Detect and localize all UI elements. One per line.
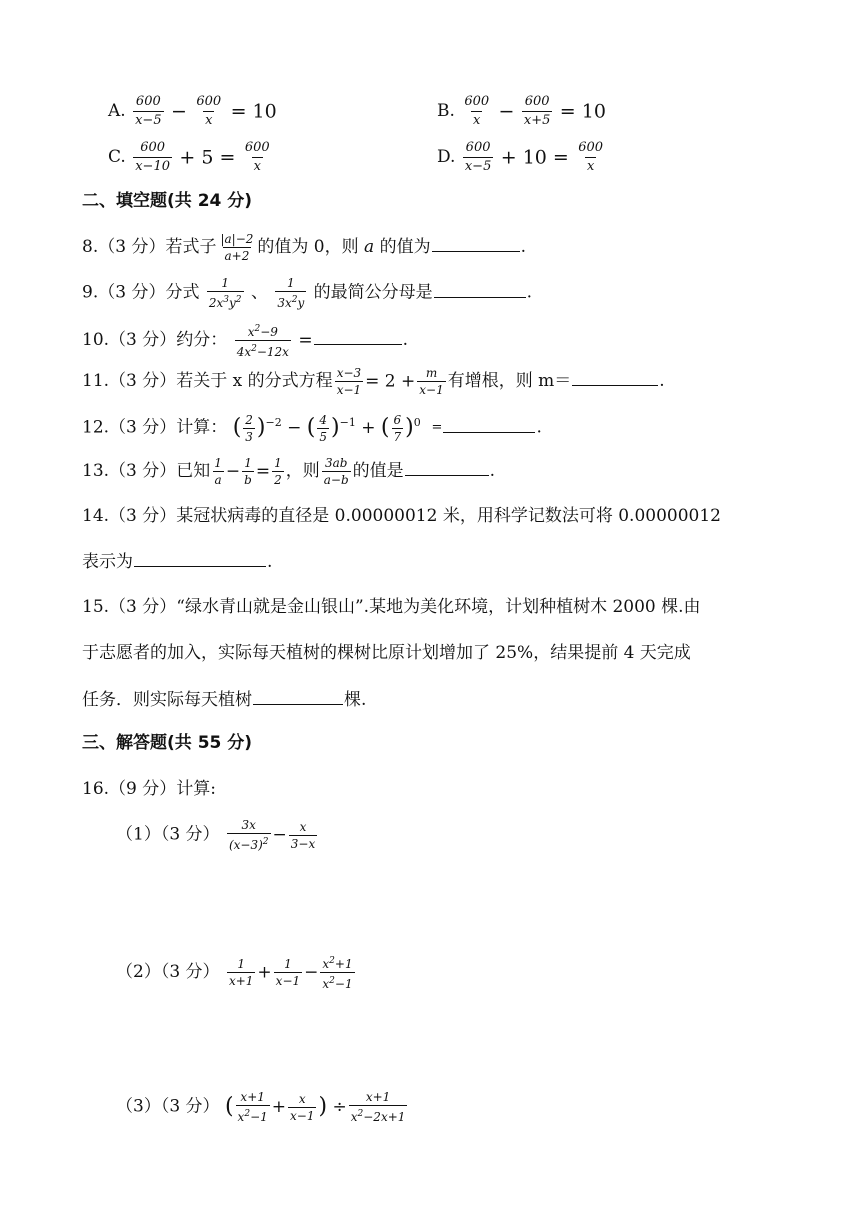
q16-part3-label: （3）（3 分）	[116, 1096, 220, 1117]
q16-part1-label: （1）（3 分）	[116, 824, 220, 845]
q16-p1-frac1: $\frac{3x}{(x-3)^2}$	[228, 818, 269, 852]
q11-end: .	[659, 371, 665, 391]
q13-text-pre: 已知	[176, 461, 211, 481]
q12-score: （3 分）	[109, 417, 177, 438]
q9-sep: 、	[250, 282, 268, 303]
q15-text-line1: “绿水青山就是金山银山”.某地为美化环境，计划种植树木 2000 棵.由	[176, 597, 701, 617]
q13-text-mid: ，则	[285, 461, 320, 481]
q9-text-post: 的最简公分母是	[313, 282, 433, 303]
option-c-frac2: $\frac{600}{x}$	[244, 140, 270, 174]
q16-p2-frac1: $\frac{1}{x+1}$	[228, 957, 254, 988]
q11-score: （3 分）	[109, 371, 177, 391]
q14-number: 14.	[82, 506, 110, 526]
q12-answer-blank[interactable]	[443, 414, 535, 433]
question-11	[82, 366, 665, 397]
q8-answer-blank[interactable]	[432, 233, 520, 252]
q10-answer-blank[interactable]	[314, 326, 402, 345]
q10-end: .	[402, 330, 408, 350]
question-16-part-2: （2）（3 分） $\frac{1}{x+1}$ + $\frac{1}{x-1}$ − $\frac{x^2+1}{x^2-1}$	[116, 956, 353, 991]
question-10	[82, 322, 408, 359]
q13-frac4: $\frac{3ab}{a-b}$	[323, 456, 349, 487]
option-a-frac1: $\frac{600}{x-5}$	[135, 94, 162, 128]
q10-frac: $\frac{x^2-9}{4x^2-12x}$	[236, 324, 289, 359]
q13-text-post: 的值是	[352, 461, 404, 481]
question-8	[82, 232, 526, 263]
q16-p3-frac3: $\frac{x+1}{x^2-2x+1}$	[350, 1090, 406, 1124]
q16-score: （9 分）	[109, 779, 177, 799]
q12-end: .	[536, 417, 542, 438]
option-d: D. $\frac{600}{x-5}$ + 10 = $\frac{600}{x}$	[437, 140, 604, 174]
q15-text-line3: 任务．则实际每天植树	[82, 690, 252, 710]
q16-p2-frac3: $\frac{x^2+1}{x^2-1}$	[322, 956, 353, 991]
q12-text-pre: 计算：	[176, 417, 228, 438]
q13-answer-blank[interactable]	[405, 457, 489, 476]
q11-frac1: $\frac{x-3}{x-1}$	[336, 366, 362, 397]
q9-frac2: $\frac{1}{3x^2y}$	[277, 276, 305, 310]
option-a: A. $\frac{600}{x-5}$ − $\frac{600}{x}$ = 10	[108, 94, 277, 128]
q8-text-post: 的值为	[374, 237, 431, 257]
q16-p3-frac1: $\frac{x+1}{x^2-1}$	[237, 1090, 268, 1124]
question-16	[82, 776, 216, 802]
q11-frac2: $\frac{m}{x-1}$	[419, 366, 444, 397]
option-a-frac2: $\frac{600}{x}$	[196, 94, 222, 128]
q16-part2-label: （2）（3 分）	[116, 962, 220, 982]
question-9	[82, 276, 532, 310]
q13-score: （3 分）	[109, 461, 177, 481]
q8-number: 8.	[82, 237, 99, 257]
q12-frac1: $\frac{2}{3}$	[245, 412, 253, 444]
question-16-part-3: （3）（3 分） ( $\frac{x+1}{x^2-1}$ + $\frac{x}{x-1}$ ) ÷ $\frac{x+1}{x^2-2x+1}$	[116, 1090, 406, 1124]
q14-text-line2: 表示为	[82, 552, 133, 572]
q12-frac2: $\frac{4}{5}$	[319, 412, 328, 444]
q11-answer-blank[interactable]	[572, 367, 658, 386]
option-a-label: A.	[108, 101, 126, 121]
question-14-line1	[82, 503, 721, 529]
q10-number: 10.	[82, 330, 110, 350]
option-b-frac2: $\frac{600}{x+5}$	[523, 94, 551, 128]
q13-end: .	[489, 461, 496, 481]
q12-frac3: $\frac{6}{7}$	[393, 412, 402, 444]
q8-end: .	[520, 237, 526, 257]
q9-frac1: $\frac{1}{2x^3y^2}$	[208, 276, 242, 310]
q14-score: （3 分）	[109, 506, 177, 526]
q11-eq: = 2 +	[365, 371, 416, 392]
q15-answer-blank[interactable]	[253, 686, 343, 705]
option-c-label: C.	[108, 147, 126, 167]
q10-text-pre: 约分：	[176, 330, 228, 350]
q16-p2-frac2: $\frac{1}{x-1}$	[275, 957, 301, 988]
option-d-frac1: $\frac{600}{x-5}$	[464, 140, 492, 174]
q9-answer-blank[interactable]	[434, 279, 526, 298]
q13-frac1: $\frac{1}{a}$	[214, 456, 222, 487]
question-12: 12.（3 分）计算： ( $\frac{2}{3}$ )$^{-2}$ − ( $\frac{4}{5}$ )$^{-1}$ + ( $\frac{6}{7}$ )$^0$ = .	[82, 412, 542, 444]
q8-text-mid: 的值为 0，则	[257, 237, 365, 257]
q14-answer-blank[interactable]	[134, 548, 266, 567]
section-3-title: 三、解答题(共 55 分)	[82, 733, 253, 753]
option-b: B. $\frac{600}{x}$ − $\frac{600}{x+5}$ = 10	[437, 94, 606, 128]
question-16-part-1: （1）（3 分） $\frac{3x}{(x-3)^2}$ − $\frac{x}{3-x}$	[116, 818, 316, 852]
q13-frac3: $\frac{1}{2}$	[274, 456, 282, 487]
q10-eq: =	[298, 330, 313, 351]
question-15-line1	[82, 594, 701, 620]
q8-var: a	[364, 237, 375, 257]
q9-end: .	[526, 282, 533, 303]
q9-number: 9.	[82, 282, 99, 303]
question-15-line2	[82, 640, 691, 666]
question-15-line3	[82, 686, 366, 713]
q16-number: 16.	[82, 779, 110, 799]
q11-text-post: 有增根，则 m＝	[447, 371, 572, 391]
q10-score: （3 分）	[109, 330, 177, 350]
q16-text-pre: 计算:	[176, 779, 217, 799]
q16-p3-frac2: $\frac{x}{x-1}$	[290, 1091, 315, 1123]
q15-end: 棵.	[344, 690, 367, 710]
option-c-frac1: $\frac{600}{x-10}$	[135, 140, 170, 174]
q13-frac2: $\frac{1}{b}$	[244, 456, 252, 487]
option-d-label: D.	[437, 147, 456, 167]
question-14-line2	[82, 548, 272, 575]
section-2-title: 二、填空题(共 24 分)	[82, 191, 253, 211]
q16-p1-frac2: $\frac{x}{3-x}$	[290, 819, 316, 851]
q8-text-pre: 若式子	[165, 237, 217, 257]
q9-score: （3 分）	[98, 282, 166, 303]
q12-number: 12.	[82, 417, 110, 438]
q11-text-pre: 若关于 x 的分式方程	[176, 371, 333, 391]
q8-frac: $\frac{|a|-2}{a+2}$	[220, 232, 254, 263]
q13-number: 13.	[82, 461, 110, 481]
option-b-frac1: $\frac{600}{x}$	[464, 94, 490, 128]
q9-text-pre: 分式	[165, 282, 200, 303]
q12-eq: =	[431, 420, 443, 436]
option-b-label: B.	[437, 101, 455, 121]
q8-score: （3 分）	[98, 237, 166, 257]
option-c: C. $\frac{600}{x-10}$ + 5 = $\frac{600}{x}$	[108, 140, 270, 174]
option-d-frac2: $\frac{600}{x}$	[578, 140, 604, 174]
question-13: 13.（3 分）已知 $\frac{1}{a}$ − $\frac{1}{b}$ = $\frac{1}{2}$ ，则 $\frac{3ab}{a-b}$ 的值是 .	[82, 456, 496, 487]
q11-number: 11.	[82, 371, 110, 391]
q15-number: 15.	[82, 597, 110, 617]
q15-score: （3 分）	[109, 597, 177, 617]
q14-text-line1: 某冠状病毒的直径是 0.00000012 米，用科学记数法可将 0.00000012	[176, 506, 721, 526]
q15-text-line2: 于志愿者的加入，实际每天植树的棵树比原计划增加了 25%，结果提前 4 天完成	[82, 643, 691, 663]
q14-end: .	[267, 552, 273, 572]
